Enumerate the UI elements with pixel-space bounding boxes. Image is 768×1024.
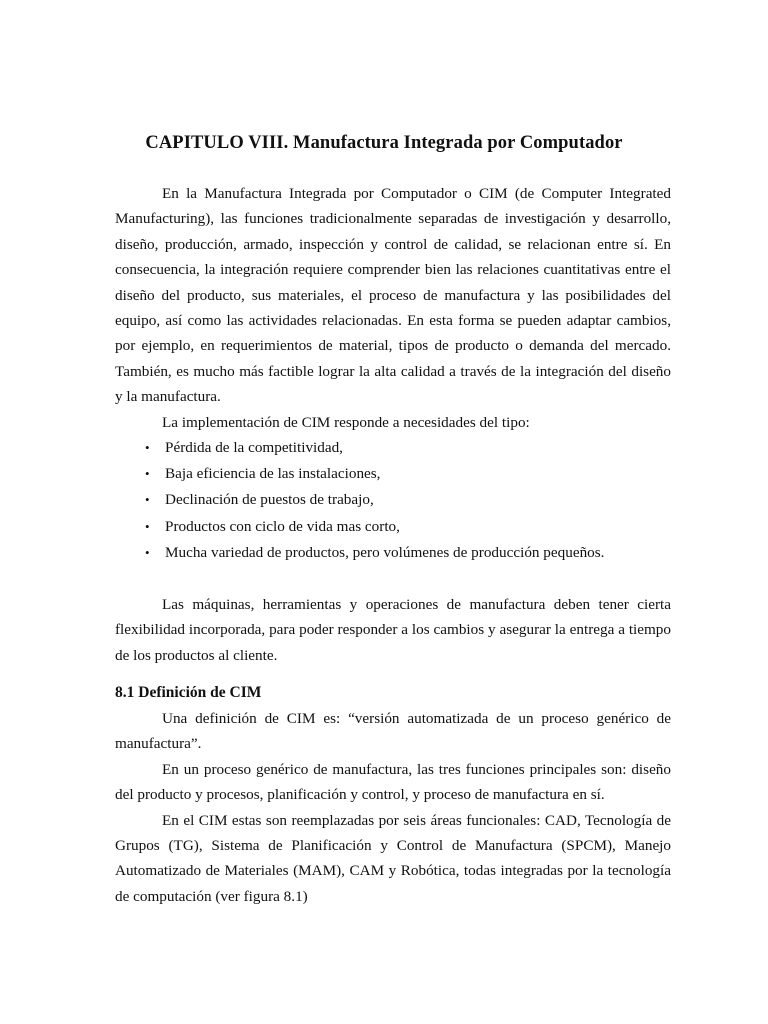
section-heading: 8.1 Definición de CIM <box>115 684 262 701</box>
list-item: • Mucha variedad de productos, pero volúmenes de producción pequeños. <box>115 540 671 566</box>
bullet-icon: • <box>145 544 150 560</box>
bullet-icon: • <box>145 466 150 482</box>
list-item: • Declinación de puestos de trabajo, <box>115 487 671 513</box>
definition-section <box>115 706 671 909</box>
list-item: • Pérdida de la competitividad, <box>115 435 671 461</box>
functions-paragraph: En un proceso genérico de manufactura, las tres funciones principales son: diseño del producto y procesos, planificación y control, y proceso de manufactura en sí. <box>115 760 671 804</box>
list-item: • Productos con ciclo de vida mas corto, <box>115 514 671 540</box>
intro-paragraph: En la Manufactura Integrada por Computador o CIM (de Computer Integrated Manufacturing), las funciones tradicionalmente separadas de investigación y desarrollo, diseño, producción, armado, inspección y control de calidad, se relacionan entre sí. En consecuencia, la integración requiere comprender bien las relaciones cuantitativas entre el diseño del producto, sus materiales, el proceso de manufactura y las posibilidades del equipo, así como las actividades relacionadas. En esta forma se pueden adaptar cambios, por ejemplo, en requerimientos de material, tipos de producto o demanda del mercado. También, es mucho más factible lograr la alta calidad a través de la integración del diseño y la manufactura. <box>115 185 671 406</box>
implementation-intro: La implementación de CIM responde a necesidades del tipo: <box>162 413 530 431</box>
needs-list <box>115 435 671 566</box>
bullet-icon: • <box>145 518 150 534</box>
flexibility-paragraph: Las máquinas, herramientas y operaciones de manufactura deben tener cierta flexibilidad incorporada, para poder responder a los cambios y asegurar la entrega a tiempo de los productos al cliente. <box>115 596 671 664</box>
list-item: • Baja eficiencia de las instalaciones, <box>115 461 671 487</box>
bullet-icon: • <box>145 492 150 508</box>
bullet-icon: • <box>145 440 150 456</box>
chapter-title: CAPITULO VIII. Manufactura Integrada por Computador <box>145 133 623 153</box>
definition-paragraph: Una definición de CIM es: “versión automatizada de un proceso genérico de manufactura”. <box>115 710 671 753</box>
flexibility-section <box>115 592 671 668</box>
areas-paragraph: En el CIM estas son reemplazadas por seis áreas funcionales: CAD, Tecnología de Grupos (TG), Sistema de Planificación y Control de Manufactura (SPCM), Manejo Automatizado de Materiales (MAM), CAM y Robótica, todas integradas por la tecnología de computación (ver figura 8.1) <box>115 811 671 905</box>
intro-section <box>115 181 671 566</box>
